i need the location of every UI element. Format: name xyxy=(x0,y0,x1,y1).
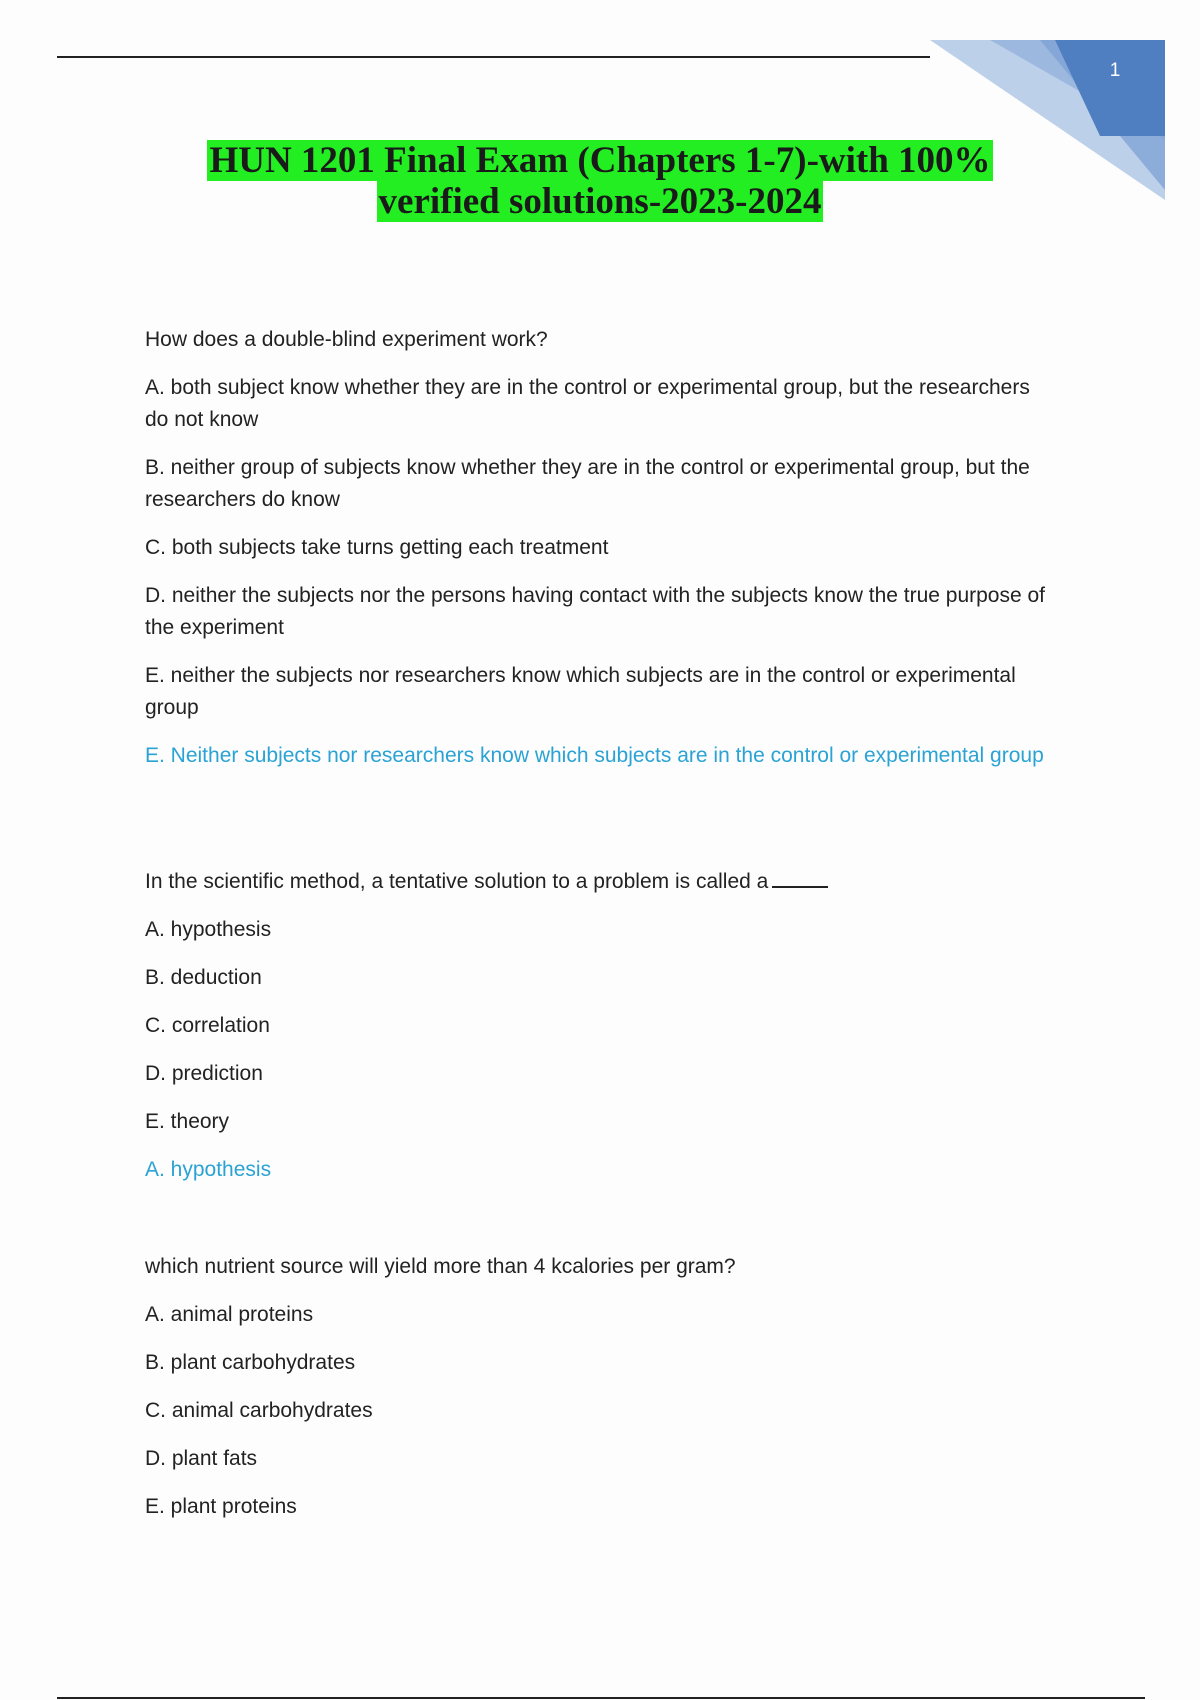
option: D. prediction xyxy=(145,1062,263,1085)
option: A. animal proteins xyxy=(145,1303,314,1326)
answer-blank xyxy=(772,866,828,888)
document-title xyxy=(0,140,1200,222)
answer: E. Neither subjects nor researchers know which subjects are in the control or experimental group xyxy=(145,744,1044,767)
option: B. deduction xyxy=(145,966,262,989)
option: C. both subjects take turns getting each treatment xyxy=(145,536,609,559)
option: E. plant proteins xyxy=(145,1495,297,1518)
answer: A. hypothesis xyxy=(145,1158,272,1181)
option: B. plant carbohydrates xyxy=(145,1351,356,1374)
header-rule xyxy=(57,56,930,58)
option: D. plant fats xyxy=(145,1447,258,1470)
option: D. neither the subjects nor the persons having contact with the subjects know the true purpose of the experiment xyxy=(145,584,1046,639)
option: A. hypothesis xyxy=(145,918,272,941)
option: C. correlation xyxy=(145,1014,270,1037)
question-prompt: which nutrient source will yield more than 4 kcalories per gram? xyxy=(145,1255,736,1278)
page-number: 1 xyxy=(1109,60,1121,81)
option: B. neither group of subjects know whether they are in the control or experimental group, but the researchers do know xyxy=(145,456,1030,511)
question-prompt: How does a double-blind experiment work? xyxy=(145,328,548,351)
title-line-2: verified solutions-2023-2024 xyxy=(378,181,822,222)
footer-rule xyxy=(57,1697,1145,1699)
option: E. theory xyxy=(145,1110,230,1133)
question-2 xyxy=(145,866,1055,1202)
question-prompt xyxy=(145,866,1055,898)
question-1 xyxy=(145,324,1055,788)
option: A. both subject know whether they are in the control or experimental group, but the researchers do not know xyxy=(145,376,1030,431)
question-3 xyxy=(145,1251,1055,1539)
option: E. neither the subjects nor researchers know which subjects are in the control or experimental group xyxy=(145,664,1016,719)
title-line-1: HUN 1201 Final Exam (Chapters 1-7)-with 100% xyxy=(209,140,991,181)
question-prompt-text: In the scientific method, a tentative solution to a problem is called a xyxy=(145,870,769,893)
option: C. animal carbohydrates xyxy=(145,1399,373,1422)
